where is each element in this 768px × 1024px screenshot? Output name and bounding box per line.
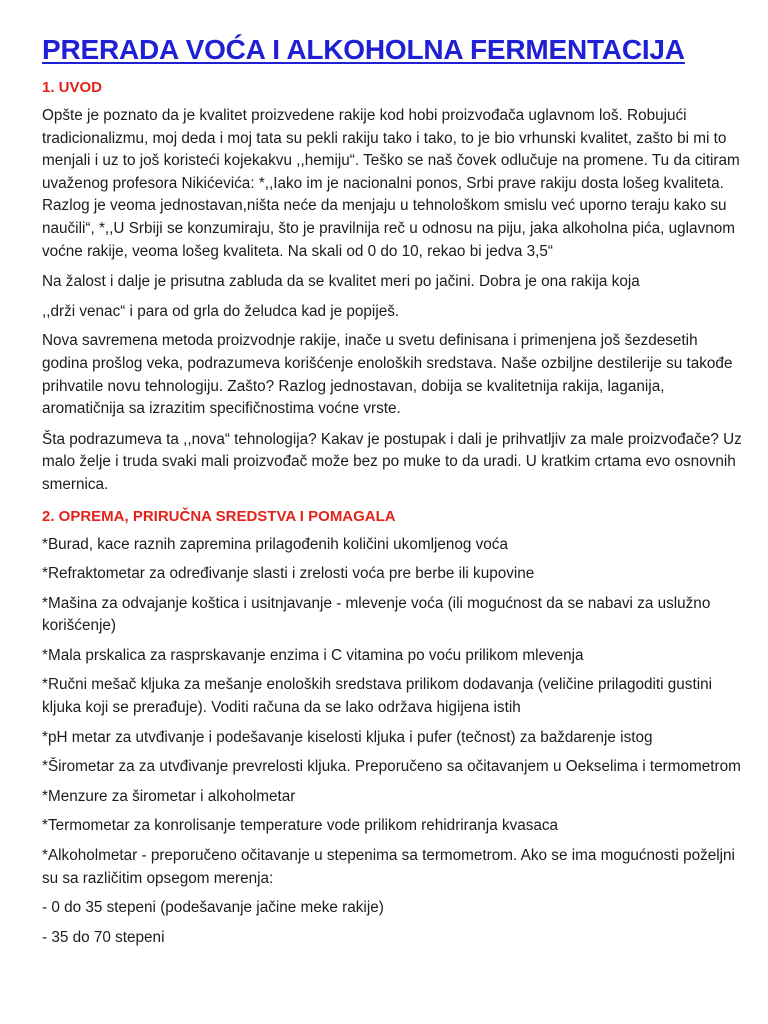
venac-paragraph: ,,drži venac“ i para od grla do želudca kad je popiješ. <box>42 302 400 320</box>
section-heading-oprema: 2. OPREMA, PRIRUČNA SREDSTVA I POMAGALA <box>42 507 396 525</box>
list-item: *Ručni mešač kljuka za mešanje enoloških sredstava prilikom dodavanja (veličine prilagoditi gustini kljuka koji se prerađuje). Voditi računa da se lako održava higijena istih <box>42 676 712 717</box>
list-item: *Termometar za konrolisanje temperature vode prilikom rehidriranja kvasaca <box>42 817 559 835</box>
list-item: *Burad, kace raznih zapremina prilagođenih količini ukomljenog voća <box>42 535 508 553</box>
list-item: - 0 do 35 stepeni (podešavanje jačine meke rakije) <box>42 899 384 917</box>
new-technology-paragraph: Šta podrazumeva ta ,,nova“ tehnologija? Kakav je postupak i dali je prihvatljiv za male proizvođače? Uz malo želje i truda svaki mali proizvođač može bez po muke to da uradi. U kratkim crtama evo osnovnih smernica. <box>42 430 742 493</box>
misconception-paragraph: Na žalost i dalje je prisutna zabluda da se kvalitet meri po jačini. Dobra je ona rakija koja <box>42 273 640 291</box>
section-heading-uvod: 1. UVOD <box>42 79 103 96</box>
list-item: *Mašina za odvajanje koštica i usitnjavanje - mlevenje voća (ili mogućnost da se nabavi za uslužno korišćenje) <box>42 594 711 635</box>
list-item: - 35 do 70 stepeni <box>42 928 165 946</box>
modern-method-paragraph: Nova savremena metoda proizvodnje rakije, inače u svetu definisana i primenjena još šezdesetih godina prošlog veka, podrazumeva korišćenje enoloških sredstava. Naše ozbiljne destilerije su takođe prihvatile novu tehnologiju. Zašto? Razlog jednostavan, dobija se kvalitetnija rakija, laganija, aromatičnija sa izrazitim specifičnostima voćne vrste. <box>42 332 733 418</box>
document-page <box>42 34 742 956</box>
intro-paragraph: Opšte je poznato da je kvalitet proizvedene rakije kod hobi proizvođača uglavnom loš. Robujući tradicionalizmu, moj deda i moj tata su pekli rakiju tako i tako, to je bio vrhunski kvalitet, zašto bi mi to menjali i uz to još koristeći kojekakvu ,,hemiju“. Teško se naš čovek odlučuje na promene. Tu da citiram uvaženog profesora Nikićevića: *,,Iako im je nacionalni ponos, Srbi prave rakiju dosta lošeg kvaliteta. Razlog je veoma jednostavan,ništa neće da menjaju u tehnološkom smislu već uporno teraju kako su naučili“, *,,U Srbiji se konzumiraju, što je pravilnija reč u odnosu na piju, jaka alkoholna pića, uglavnom voćne rakije, veoma lošeg kvaliteta. Na skali od 0 do 10, rekao bi jedva 3,5“ <box>42 107 740 260</box>
list-item: *pH metar za utvđivanje i podešavanje kiselosti kljuka i pufer (tečnost) za baždarenje istog <box>42 728 653 746</box>
list-item: *Mala prskalica za rasprskavanje enzima i C vitamina po voću prilikom mlevenja <box>42 646 584 664</box>
list-item: *Širometar za za utvđivanje prevrelosti kljuka. Preporučeno sa očitavanjem u Oekselima i termometrom <box>42 758 741 776</box>
list-item: *Refraktometar za određivanje slasti i zrelosti voća pre berbe ili kupovine <box>42 565 535 583</box>
document-title: PRERADA VOĆA I ALKOHOLNA FERMENTACIJA <box>42 34 685 65</box>
list-item: *Menzure za širometar i alkoholmetar <box>42 787 296 805</box>
list-item: *Alkoholmetar - preporučeno očitavanje u stepenima sa termometrom. Ako se ima mogućnosti poželjni su sa različitim opsegom merenja: <box>42 847 735 887</box>
